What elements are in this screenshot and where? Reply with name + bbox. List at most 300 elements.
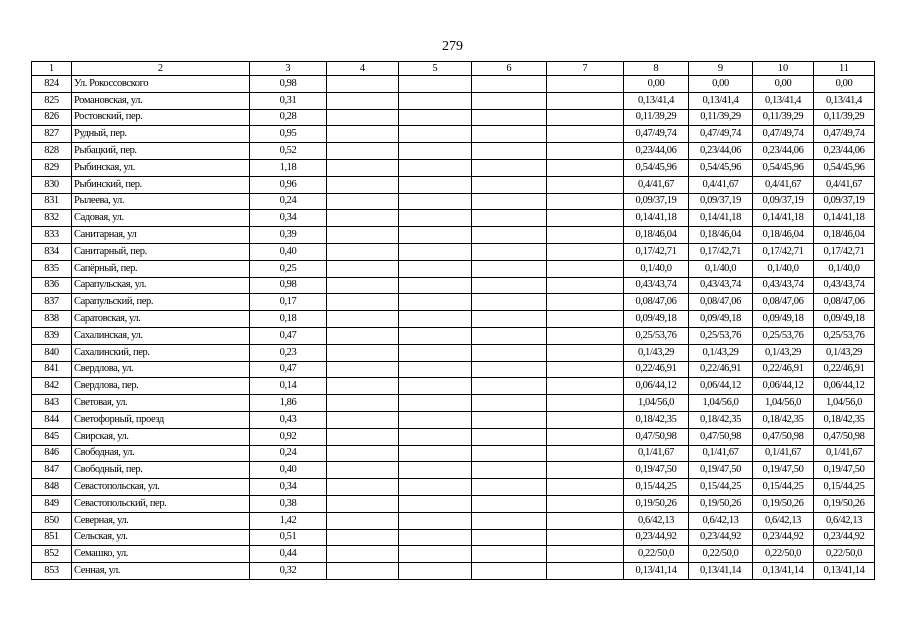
street-name-cell: Семашко, ул. (72, 546, 250, 563)
empty-cell (547, 479, 624, 496)
value-cell-10: 0,6/42,13 (753, 512, 814, 529)
empty-cell (472, 193, 547, 210)
street-name-cell: Свердлова, ул. (72, 361, 250, 378)
value-cell-9: 0,06/44,12 (689, 378, 753, 395)
empty-cell (547, 193, 624, 210)
table-row (32, 109, 875, 126)
table-row (32, 159, 875, 176)
empty-cell (399, 260, 472, 277)
value-cell-11: 0,22/50,0 (814, 546, 875, 563)
value-cell-8: 0,17/42,71 (624, 243, 689, 260)
value-cell-10: 0,11/39,29 (753, 109, 814, 126)
empty-cell (472, 260, 547, 277)
page-number: 279 (442, 39, 463, 54)
empty-cell (327, 563, 399, 580)
empty-cell (547, 344, 624, 361)
row-number-cell: 832 (32, 210, 72, 227)
value-cell-11: 0,1/41,67 (814, 445, 875, 462)
length-cell: 1,42 (250, 512, 327, 529)
value-cell-9: 0,18/42,35 (689, 411, 753, 428)
empty-cell (399, 176, 472, 193)
value-cell-8: 0,09/49,18 (624, 311, 689, 328)
table-row (32, 294, 875, 311)
value-cell-10: 0,19/47,50 (753, 462, 814, 479)
table-row (32, 395, 875, 412)
length-cell: 0,24 (250, 445, 327, 462)
empty-cell (327, 294, 399, 311)
length-cell: 0,39 (250, 227, 327, 244)
empty-cell (472, 495, 547, 512)
value-cell-8: 0,6/42,13 (624, 512, 689, 529)
empty-cell (327, 445, 399, 462)
empty-cell (399, 210, 472, 227)
empty-cell (472, 378, 547, 395)
value-cell-10: 0,54/45,96 (753, 159, 814, 176)
length-cell: 0,14 (250, 378, 327, 395)
street-name-cell: Сахалинская, ул. (72, 327, 250, 344)
value-cell-9: 0,6/42,13 (689, 512, 753, 529)
value-cell-9: 0,09/37,19 (689, 193, 753, 210)
empty-cell (547, 327, 624, 344)
table-row (32, 327, 875, 344)
empty-cell (327, 411, 399, 428)
street-name-cell: Санитарный, пер. (72, 243, 250, 260)
value-cell-10: 0,18/46,04 (753, 227, 814, 244)
row-number-cell: 836 (32, 277, 72, 294)
value-cell-8: 0,1/40,0 (624, 260, 689, 277)
length-cell: 0,98 (250, 277, 327, 294)
empty-cell (472, 563, 547, 580)
street-name-cell: Рыбинский, пер. (72, 176, 250, 193)
value-cell-11: 0,43/43,74 (814, 277, 875, 294)
empty-cell (547, 529, 624, 546)
empty-cell (547, 512, 624, 529)
table-row (32, 193, 875, 210)
value-cell-10: 0,1/43,29 (753, 344, 814, 361)
value-cell-11: 0,11/39,29 (814, 109, 875, 126)
table-row (32, 479, 875, 496)
street-name-cell: Свирская, ул. (72, 428, 250, 445)
street-name-cell: Рылеева, ул. (72, 193, 250, 210)
value-cell-11: 0,22/46,91 (814, 361, 875, 378)
value-cell-8: 0,18/42,35 (624, 411, 689, 428)
value-cell-11: 0,06/44,12 (814, 378, 875, 395)
street-name-cell: Сахалинский, пер. (72, 344, 250, 361)
value-cell-8: 0,47/49,74 (624, 126, 689, 143)
empty-cell (472, 277, 547, 294)
empty-cell (399, 294, 472, 311)
empty-cell (547, 243, 624, 260)
row-number-cell: 844 (32, 411, 72, 428)
empty-cell (472, 227, 547, 244)
value-cell-9: 0,22/46,91 (689, 361, 753, 378)
length-cell: 0,40 (250, 462, 327, 479)
value-cell-10: 0,1/41,67 (753, 445, 814, 462)
empty-cell (547, 143, 624, 160)
row-number-cell: 839 (32, 327, 72, 344)
length-cell: 0,43 (250, 411, 327, 428)
street-name-cell: Севастопольская, ул. (72, 479, 250, 496)
empty-cell (399, 462, 472, 479)
empty-cell (399, 361, 472, 378)
empty-cell (399, 529, 472, 546)
street-name-cell: Ул. Рокоссовского (72, 76, 250, 93)
row-number-cell: 849 (32, 495, 72, 512)
empty-cell (472, 311, 547, 328)
table-row (32, 428, 875, 445)
value-cell-11: 0,1/40,0 (814, 260, 875, 277)
table-row (32, 227, 875, 244)
empty-cell (547, 260, 624, 277)
value-cell-11: 0,14/41,18 (814, 210, 875, 227)
value-cell-10: 1,04/56,0 (753, 395, 814, 412)
empty-cell (547, 92, 624, 109)
empty-cell (327, 311, 399, 328)
length-cell: 0,34 (250, 479, 327, 496)
length-cell: 0,31 (250, 92, 327, 109)
street-name-cell: Свердлова, пер. (72, 378, 250, 395)
length-cell: 0,47 (250, 361, 327, 378)
table-row (32, 344, 875, 361)
empty-cell (547, 294, 624, 311)
value-cell-11: 0,09/37,19 (814, 193, 875, 210)
value-cell-10: 0,13/41,4 (753, 92, 814, 109)
value-cell-9: 0,13/41,4 (689, 92, 753, 109)
table-row (32, 92, 875, 109)
empty-cell (327, 76, 399, 93)
value-cell-9: 0,1/41,67 (689, 445, 753, 462)
empty-cell (399, 378, 472, 395)
empty-cell (547, 176, 624, 193)
table-row (32, 243, 875, 260)
value-cell-8: 0,54/45,96 (624, 159, 689, 176)
empty-cell (399, 193, 472, 210)
empty-cell (547, 445, 624, 462)
value-cell-11: 0,23/44,92 (814, 529, 875, 546)
value-cell-8: 0,14/41,18 (624, 210, 689, 227)
column-header-3: 3 (250, 62, 327, 76)
row-number-cell: 830 (32, 176, 72, 193)
length-cell: 0,51 (250, 529, 327, 546)
empty-cell (472, 411, 547, 428)
empty-cell (547, 159, 624, 176)
value-cell-10: 0,09/49,18 (753, 311, 814, 328)
value-cell-11: 0,15/44,25 (814, 479, 875, 496)
empty-cell (399, 411, 472, 428)
length-cell: 0,47 (250, 327, 327, 344)
table-row (32, 311, 875, 328)
value-cell-10: 0,06/44,12 (753, 378, 814, 395)
table-row (32, 529, 875, 546)
empty-cell (472, 159, 547, 176)
value-cell-9: 1,04/56,0 (689, 395, 753, 412)
empty-cell (327, 227, 399, 244)
street-name-cell: Санитарная, ул (72, 227, 250, 244)
row-number-cell: 838 (32, 311, 72, 328)
value-cell-8: 0,19/50,26 (624, 495, 689, 512)
empty-cell (327, 479, 399, 496)
empty-cell (547, 495, 624, 512)
value-cell-9: 0,23/44,92 (689, 529, 753, 546)
street-name-cell: Сенная, ул. (72, 563, 250, 580)
empty-cell (327, 109, 399, 126)
data-table (31, 61, 875, 580)
value-cell-11: 0,54/45,96 (814, 159, 875, 176)
value-cell-8: 0,1/43,29 (624, 344, 689, 361)
value-cell-9: 0,25/53,76 (689, 327, 753, 344)
empty-cell (327, 495, 399, 512)
value-cell-8: 1,04/56,0 (624, 395, 689, 412)
empty-cell (472, 462, 547, 479)
length-cell: 0,24 (250, 193, 327, 210)
empty-cell (472, 143, 547, 160)
empty-cell (547, 227, 624, 244)
value-cell-10: 0,19/50,26 (753, 495, 814, 512)
value-cell-11: 0,18/42,35 (814, 411, 875, 428)
row-number-cell: 825 (32, 92, 72, 109)
value-cell-10: 0,25/53,76 (753, 327, 814, 344)
empty-cell (327, 529, 399, 546)
table-row (32, 563, 875, 580)
value-cell-10: 0,14/41,18 (753, 210, 814, 227)
column-header-1: 1 (32, 62, 72, 76)
row-number-cell: 831 (32, 193, 72, 210)
empty-cell (472, 428, 547, 445)
value-cell-8: 0,06/44,12 (624, 378, 689, 395)
value-cell-9: 0,54/45,96 (689, 159, 753, 176)
column-header-6: 6 (472, 62, 547, 76)
value-cell-11: 0,00 (814, 76, 875, 93)
empty-cell (472, 243, 547, 260)
table-row (32, 512, 875, 529)
empty-cell (327, 344, 399, 361)
length-cell: 1,18 (250, 159, 327, 176)
length-cell: 0,23 (250, 344, 327, 361)
empty-cell (472, 92, 547, 109)
empty-cell (399, 512, 472, 529)
value-cell-8: 0,15/44,25 (624, 479, 689, 496)
row-number-cell: 843 (32, 395, 72, 412)
empty-cell (327, 546, 399, 563)
empty-cell (399, 159, 472, 176)
value-cell-11: 0,09/49,18 (814, 311, 875, 328)
empty-cell (399, 344, 472, 361)
value-cell-11: 0,4/41,67 (814, 176, 875, 193)
value-cell-10: 0,22/50,0 (753, 546, 814, 563)
column-header-2: 2 (72, 62, 250, 76)
value-cell-9: 0,00 (689, 76, 753, 93)
empty-cell (472, 294, 547, 311)
value-cell-9: 0,13/41,14 (689, 563, 753, 580)
length-cell: 0,95 (250, 126, 327, 143)
value-cell-10: 0,00 (753, 76, 814, 93)
empty-cell (327, 512, 399, 529)
empty-cell (399, 277, 472, 294)
table-row (32, 76, 875, 93)
empty-cell (399, 109, 472, 126)
value-cell-11: 0,18/46,04 (814, 227, 875, 244)
length-cell: 0,52 (250, 143, 327, 160)
empty-cell (472, 210, 547, 227)
column-header-4: 4 (327, 62, 399, 76)
value-cell-11: 0,6/42,13 (814, 512, 875, 529)
column-header-5: 5 (399, 62, 472, 76)
empty-cell (547, 428, 624, 445)
empty-cell (327, 143, 399, 160)
value-cell-11: 0,25/53,76 (814, 327, 875, 344)
empty-cell (472, 479, 547, 496)
row-number-cell: 847 (32, 462, 72, 479)
street-name-cell: Романовская, ул. (72, 92, 250, 109)
empty-cell (472, 109, 547, 126)
street-name-cell: Садовая, ул. (72, 210, 250, 227)
empty-cell (327, 126, 399, 143)
length-cell: 0,38 (250, 495, 327, 512)
empty-cell (399, 479, 472, 496)
empty-cell (399, 395, 472, 412)
value-cell-10: 0,18/42,35 (753, 411, 814, 428)
empty-cell (327, 92, 399, 109)
street-name-cell: Сарапульская, ул. (72, 277, 250, 294)
value-cell-8: 0,43/43,74 (624, 277, 689, 294)
empty-cell (472, 529, 547, 546)
empty-cell (547, 109, 624, 126)
row-number-cell: 848 (32, 479, 72, 496)
value-cell-10: 0,23/44,92 (753, 529, 814, 546)
value-cell-9: 0,43/43,74 (689, 277, 753, 294)
value-cell-8: 0,23/44,92 (624, 529, 689, 546)
street-name-cell: Ростовский, пер. (72, 109, 250, 126)
value-cell-8: 0,19/47,50 (624, 462, 689, 479)
value-cell-8: 0,22/46,91 (624, 361, 689, 378)
value-cell-10: 0,47/50,98 (753, 428, 814, 445)
value-cell-9: 0,17/42,71 (689, 243, 753, 260)
empty-cell (327, 428, 399, 445)
empty-cell (547, 395, 624, 412)
empty-cell (472, 344, 547, 361)
value-cell-8: 0,08/47,06 (624, 294, 689, 311)
table-row (32, 378, 875, 395)
table-row (32, 260, 875, 277)
empty-cell (399, 227, 472, 244)
value-cell-8: 0,1/41,67 (624, 445, 689, 462)
row-number-cell: 845 (32, 428, 72, 445)
value-cell-10: 0,17/42,71 (753, 243, 814, 260)
value-cell-8: 0,11/39,29 (624, 109, 689, 126)
table-row (32, 277, 875, 294)
empty-cell (547, 210, 624, 227)
value-cell-10: 0,09/37,19 (753, 193, 814, 210)
value-cell-8: 0,13/41,4 (624, 92, 689, 109)
value-cell-11: 0,19/47,50 (814, 462, 875, 479)
value-cell-9: 0,11/39,29 (689, 109, 753, 126)
empty-cell (399, 546, 472, 563)
empty-cell (399, 143, 472, 160)
table-row (32, 361, 875, 378)
value-cell-10: 0,23/44,06 (753, 143, 814, 160)
column-header-11: 11 (814, 62, 875, 76)
empty-cell (547, 76, 624, 93)
empty-cell (547, 411, 624, 428)
row-number-cell: 829 (32, 159, 72, 176)
table-row (32, 143, 875, 160)
column-header-8: 8 (624, 62, 689, 76)
empty-cell (327, 327, 399, 344)
empty-cell (472, 327, 547, 344)
empty-cell (327, 378, 399, 395)
table-row (32, 546, 875, 563)
table-row (32, 462, 875, 479)
empty-cell (547, 546, 624, 563)
street-name-cell: Рыбинская, ул. (72, 159, 250, 176)
value-cell-10: 0,22/46,91 (753, 361, 814, 378)
empty-cell (327, 193, 399, 210)
value-cell-11: 1,04/56,0 (814, 395, 875, 412)
empty-cell (399, 311, 472, 328)
street-name-cell: Сельская, ул. (72, 529, 250, 546)
street-name-cell: Свободный, пер. (72, 462, 250, 479)
empty-cell (472, 512, 547, 529)
street-name-cell: Сапёрный, пер. (72, 260, 250, 277)
row-number-cell: 853 (32, 563, 72, 580)
length-cell: 0,44 (250, 546, 327, 563)
length-cell: 0,34 (250, 210, 327, 227)
length-cell: 0,25 (250, 260, 327, 277)
row-number-cell: 835 (32, 260, 72, 277)
value-cell-10: 0,15/44,25 (753, 479, 814, 496)
value-cell-9: 0,18/46,04 (689, 227, 753, 244)
row-number-cell: 850 (32, 512, 72, 529)
value-cell-10: 0,08/47,06 (753, 294, 814, 311)
column-header-7: 7 (547, 62, 624, 76)
value-cell-9: 0,4/41,67 (689, 176, 753, 193)
row-number-cell: 840 (32, 344, 72, 361)
row-number-cell: 827 (32, 126, 72, 143)
street-name-cell: Рыбацкий, пер. (72, 143, 250, 160)
empty-cell (399, 76, 472, 93)
street-name-cell: Свободная, ул. (72, 445, 250, 462)
empty-cell (327, 243, 399, 260)
length-cell: 0,98 (250, 76, 327, 93)
empty-cell (327, 361, 399, 378)
street-name-cell: Северная, ул. (72, 512, 250, 529)
empty-cell (472, 445, 547, 462)
value-cell-11: 0,47/50,98 (814, 428, 875, 445)
value-cell-10: 0,43/43,74 (753, 277, 814, 294)
value-cell-9: 0,14/41,18 (689, 210, 753, 227)
empty-cell (547, 126, 624, 143)
empty-cell (327, 176, 399, 193)
value-cell-9: 0,19/47,50 (689, 462, 753, 479)
value-cell-11: 0,13/41,14 (814, 563, 875, 580)
length-cell: 1,86 (250, 395, 327, 412)
value-cell-9: 0,1/40,0 (689, 260, 753, 277)
row-number-cell: 841 (32, 361, 72, 378)
empty-cell (327, 462, 399, 479)
table-row (32, 176, 875, 193)
table-row (32, 495, 875, 512)
value-cell-8: 0,47/50,98 (624, 428, 689, 445)
column-header-9: 9 (689, 62, 753, 76)
street-name-cell: Сарапульский, пер. (72, 294, 250, 311)
length-cell: 0,28 (250, 109, 327, 126)
empty-cell (327, 260, 399, 277)
empty-cell (399, 445, 472, 462)
length-cell: 0,40 (250, 243, 327, 260)
street-name-cell: Светофорный, проезд (72, 411, 250, 428)
row-number-cell: 834 (32, 243, 72, 260)
empty-cell (472, 395, 547, 412)
